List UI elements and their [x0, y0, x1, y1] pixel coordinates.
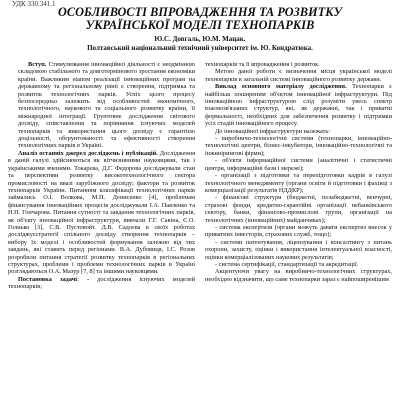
intro-text: Стимулювання інноваційної діяльності є неодмінною складовою стабільного та довготермінового зростання економіки країни. Важливим etапом реалізації інноваційних програм на державному та регіональному рівні є створення, підтримка та розвиток технологічних парків. Успіх цього процесу безпосередньо залежить від особливостей економічного, технологічного, наукового та соціального розвитку країни, її міжнародної інтеграції. Грунтовне дослідження світового досвіду, співставлення та порівняння існуючих моделей технопарків та використання цього досвіду є гарантією доцільності, обгрунтованості та ефективності створення технологічних парків в Україні.: [18, 61, 195, 150]
right-paragraph-last: Акцентуючи увагу на виробничо-технологічних структурах, необхідно відзначити, що саме технопарки зараз є найпоширенішим: [205, 268, 392, 283]
right-paragraph-2: Метою даної роботи є визначення місця української моделі технопарків в загальній системі інноваційного розвитку держави.: [205, 68, 392, 83]
task-heading: Постановка задачі: [18, 275, 78, 283]
left-column: [8, 61, 195, 291]
main-heading: Виклад основного матеріалу дослідження.: [215, 83, 347, 91]
task-paragraph: [8, 276, 195, 291]
list-item: - виробничо-технологічні системи (технопарки, інноваційно-технологічні центри, бізнес-інкубатори, інноваційно-технологічні та інжинірингові фірми);: [205, 135, 392, 157]
intro-paragraph: [8, 61, 195, 150]
list-item: - системи патентування, ліцензування і консалтингу з питань охорони, захисту, оцінки і використання інтелектуальної власності, оцінки комерціалізованих наукових результатів;: [205, 238, 392, 261]
main-paragraph: [205, 83, 392, 127]
list-item: - система експертизи (органи можуть давати експертиз внесок у приватних інвесторів, страхових служб, тощо);: [205, 223, 392, 239]
task-text: : - дослідження існуючих моделей технопарків;: [8, 275, 195, 291]
body-columns: [8, 61, 392, 291]
list-item: - система сертифікації, стандартизації та акредитації.: [215, 260, 359, 268]
right-paragraph-1: технопарків та її впровадження і розвиток.: [205, 61, 320, 68]
analysis-text: Дослідження в даній галузі здійснюються як вітчизняними науковцями, так і українськими вченими. Токарєва, Д.Г. Федорова досліджували стан та перспективи розвитку високотехнологічного сектора промисловості на ввазі зарубіжного досвіду; фактори та розвиток технопарків України. Питанням класифікації технологічних парків займались О.І. Волкова, М.П. Денисенко [4], проблемам фінансування інноваційних процесів досліджували І.А. Павленко та Н.П. Гончарова. Питання сутності та завдання технологічних парків, як об'єкту інноваційної інфраструктури, вивчали Г.Г. Савіна, Є.О. Голнько [3], С.В. Пустовойт. Д.В. Садоєва в своїх роботах досліджуєстратегії спільного досвіду створення технопарків – вибору їх моделі і особливостей формування залежно від тих завдань, які ставить перед регіонами. В.А. Дубовиця, І.С. Розов розробили питання стратегії розвитку технопарків в регіональних структурах, проблеми і проблеми технологічних парків в Україні розглядаються О.А. Мазур [7, 8] та іншими науковцями.: [8, 149, 196, 276]
right-paragraph-4: До інноваційної інфраструктури належать:: [215, 127, 331, 135]
paper-title-line-2: УКРАЇНСЬКОЇ МОДЕЛІ ТЕХНОПАРКІВ: [85, 18, 315, 32]
analysis-paragraph: [8, 150, 195, 276]
list-item: - об'єкти інформаційної системи (аналітичні і статистичні центри, інформаційні бази і мережі);: [205, 157, 392, 172]
udc-code: УДК 330.341.1: [12, 0, 56, 8]
paper-title-line-1: ОСОБЛИВОСТІ ВПРОВАДЖЕННЯ ТА РОЗВИТКУ: [57, 5, 343, 19]
main-text: Технопарки є найбільш поширеним об'єктом інноваційної інфраструктури. Під інноваційною інфраструктурою слід розуміти увесь спектр взаємозв'язаних структур, які, як державні, так і приватні формальності, необхідних для забезпечення розвитку і підтримки усіх стадій інноваційного процесу.: [205, 83, 392, 128]
infrastructure-list: [205, 135, 392, 268]
list-item: - організації з підготовки та перепідготовки кадрів в галузі технологічного менеджменту (органи освіти й підготовки і фахівці з комерціалізації результатів НДДКР);: [205, 172, 392, 194]
analysis-heading: Аналіз останніх джерел досліджень і публікацій.: [18, 149, 158, 157]
intro-heading: Вступ.: [28, 61, 47, 68]
affiliation: Полтавський національний технічний університет ім. Ю. Кондратюка.: [87, 44, 313, 52]
list-item: - фінансові структури (бюджетні, позабюджетні, венчурні, страхові фонди, кредитно-гарантійні організації небанківського сектору, банки, фінансово-промислові групи, організації на технологічних (інноваційних) майданчиках);: [205, 194, 392, 224]
authors: Ю.С. Довгаль, Ю.М. Мацак.: [154, 35, 246, 43]
paper-title: [8, 6, 392, 32]
right-column: [205, 61, 392, 291]
